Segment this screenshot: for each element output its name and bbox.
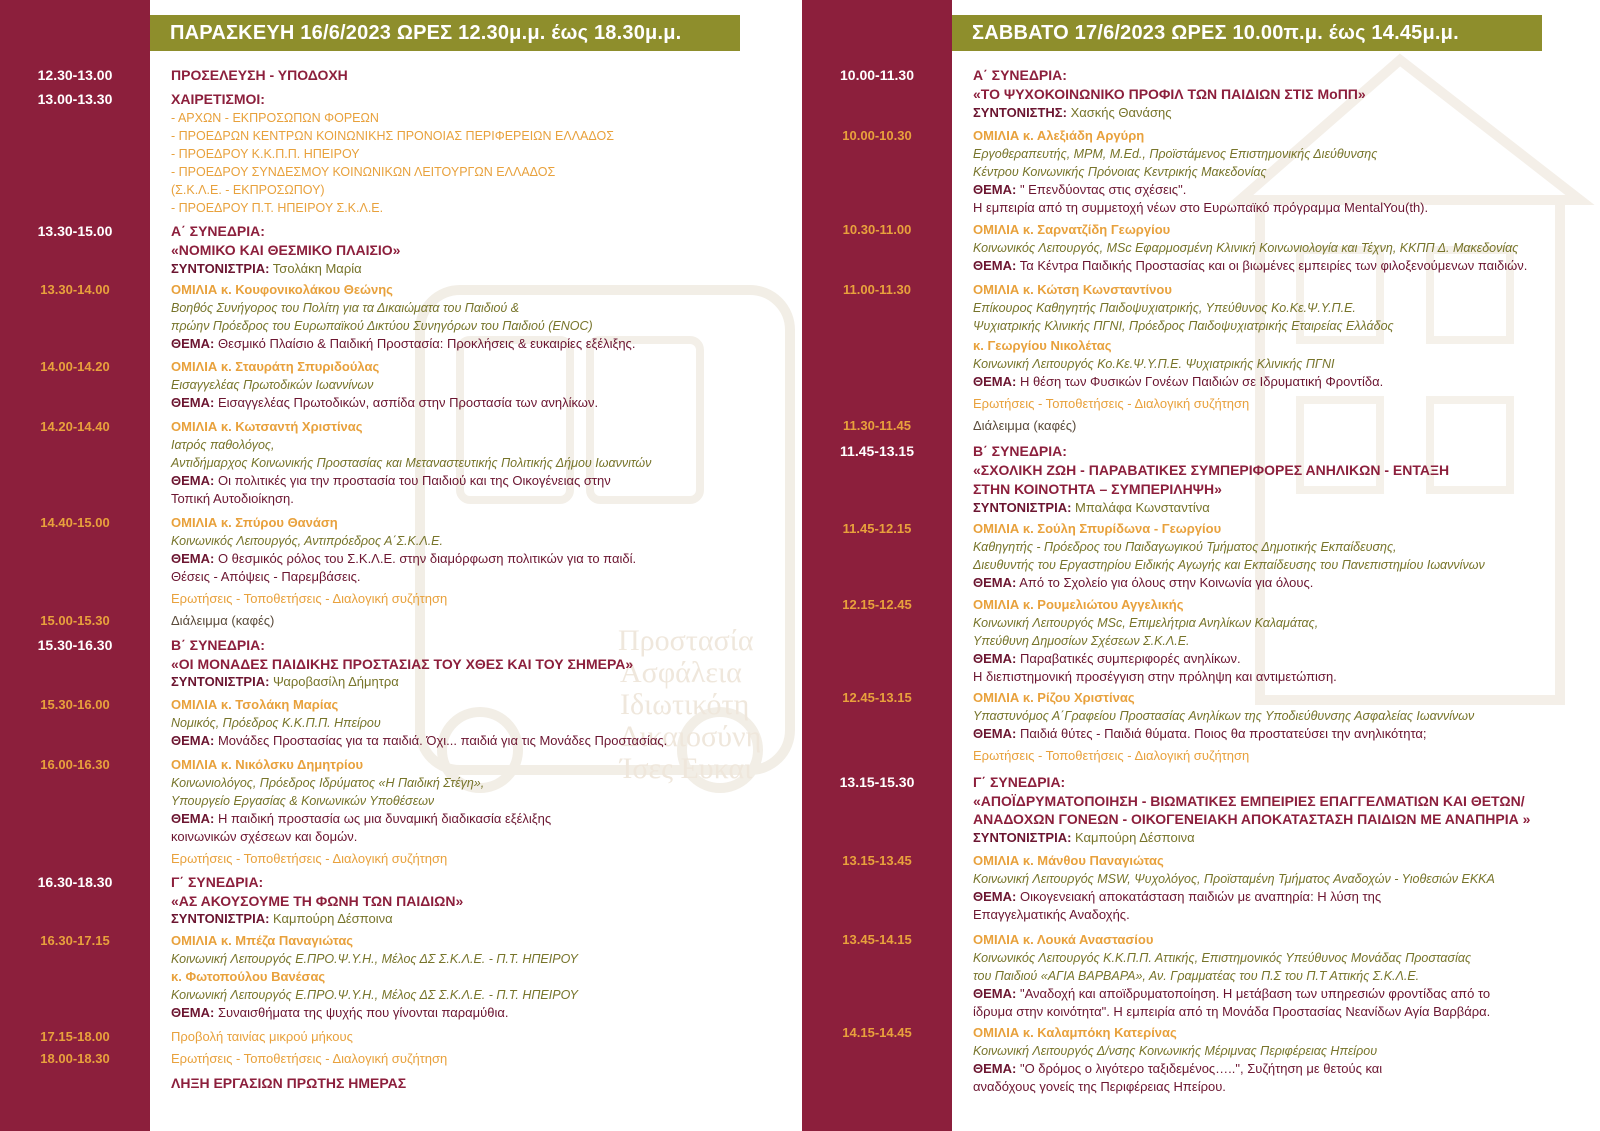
session-heading: Α΄ ΣΥΝΕΔΡΙΑ: bbox=[973, 67, 1067, 83]
speaker-name: ΟΜΙΛΙΑ κ. Ρουμελιώτου Αγγελικής bbox=[973, 597, 1184, 612]
talk-time-16-30-17-15: 16.30-17.15 bbox=[40, 933, 110, 948]
schedule-item: ΛΗΞΗ ΕΡΓΑΣΙΩΝ ΠΡΩΤΗΣ ΗΜΕΡΑΣ bbox=[171, 1075, 407, 1091]
greeting-item: - ΠΡΟΕΔΡΟΥ Π.Τ. ΗΠΕΙΡΟΥ Σ.Κ.Λ.Ε. bbox=[171, 201, 384, 215]
day-banner: ΣΑΒΒΑΤΟ 17/6/2023 ΩΡΕΣ 10.00π.μ. έως 14.45μ.μ. bbox=[952, 15, 1542, 51]
schedule-content bbox=[171, 0, 791, 1131]
speaker-affiliation: Αντιδήμαρχος Κοινωνικής Προστασίας και Μεταναστευτικής Πολιτικής Δήμου Ιωαννιτών bbox=[171, 456, 652, 470]
line-label: ΘΕΜΑ: bbox=[973, 889, 1017, 904]
talk-topic: Επαγγελματικής Αναδοχής. bbox=[973, 907, 1130, 922]
watermark-line-2: Ασφάλεια bbox=[620, 656, 742, 689]
line-text: Χασκής Θανάσης bbox=[1066, 105, 1172, 120]
talk-time-14-00-14-20: 14.00-14.20 bbox=[40, 359, 110, 374]
talk-time-18-00-18-30: 18.00-18.30 bbox=[40, 1051, 110, 1066]
greeting-item: (Σ.Κ.Λ.Ε. - ΕΚΠΡΟΣΩΠΟΥ) bbox=[171, 183, 325, 197]
line-text: Εισαγγελέας Πρωτοδικών, ασπίδα στην Προστασία των ανηλίκων. bbox=[214, 395, 599, 410]
speaker-affiliation: Κοινωνική Λειτουργός MSW, Ψυχολόγος, Προϊσταμένη Τμήματος Αναδοχών - Υιοθεσιών ΕΚΚΑ bbox=[973, 872, 1495, 886]
discussion-item: Ερωτήσεις - Τοποθετήσεις - Διαλογική συζήτηση bbox=[171, 851, 448, 866]
speaker-affiliation: Διευθυντής του Εργαστηρίου Ειδικής Αγωγής και Εκπαίδευσης του Πανεπιστημίου Ιωαννίνων bbox=[973, 558, 1485, 572]
session-heading: Γ΄ ΣΥΝΕΔΡΙΑ: bbox=[973, 774, 1066, 790]
speaker-affiliation: Κοινωνικός Λειτουργός Κ.Κ.Π.Π. Αττικής, Επιστημονικός Υπεύθυνος Μονάδας Προστασίας bbox=[973, 951, 1472, 965]
talk-topic bbox=[973, 985, 1490, 1003]
session-heading: «ΝΟΜΙΚΟ ΚΑΙ ΘΕΣΜΙΚΟ ΠΛΑΙΣΙΟ» bbox=[171, 242, 401, 258]
line-label: ΘΕΜΑ: bbox=[973, 651, 1017, 666]
watermark-line-3: Ιδιωτικότη bbox=[620, 688, 750, 721]
line-text: Μπαλάφα Κωνσταντίνα bbox=[1071, 500, 1210, 515]
line-label: ΘΕΜΑ: bbox=[973, 726, 1017, 741]
time-column bbox=[802, 0, 952, 1131]
line-label: ΘΕΜΑ: bbox=[171, 733, 215, 748]
line-label: ΘΕΜΑ: bbox=[171, 395, 215, 410]
talk-time-14-20-14-40: 14.20-14.40 bbox=[40, 419, 110, 434]
talk-time-13-45-14-15: 13.45-14.15 bbox=[842, 932, 912, 947]
watermark-line-1: Προστασία bbox=[618, 624, 754, 657]
talk-topic: Θέσεις - Απόψεις - Παρεμβάσεις. bbox=[171, 569, 361, 584]
session-heading: «ΣΧΟΛΙΚΗ ΖΩΗ - ΠΑΡΑΒΑΤΙΚΕΣ ΣΥΜΠΕΡΙΦΟΡΕΣ ΑΝΗΛΙΚΩΝ - ΕΝΤΑΞΗ bbox=[973, 462, 1450, 478]
speaker-name: ΟΜΙΛΙΑ κ. Σαρνατζίδη Γεωργίου bbox=[973, 222, 1171, 237]
speaker-affiliation: Υπαστυνόμος Α΄Γραφείου Προστασίας Ανηλίκων της Υποδιεύθυνσης Ασφαλείας Ιωαννίνων bbox=[973, 709, 1475, 723]
session-heading: Β΄ ΣΥΝΕΔΡΙΑ: bbox=[171, 637, 265, 653]
line-label: ΣΥΝΤΟΝΙΣΤΡΙΑ: bbox=[973, 500, 1072, 515]
talk-time-15-30-16-00: 15.30-16.00 bbox=[40, 697, 110, 712]
coordinator bbox=[973, 104, 1172, 122]
line-text: Παραβατικές συμπεριφορές ανηλίκων. bbox=[1016, 651, 1241, 666]
talk-time-12-45-13-15: 12.45-13.15 bbox=[842, 690, 912, 705]
talk-topic bbox=[973, 373, 1383, 391]
talk-time-10-30-11-00: 10.30-11.00 bbox=[842, 222, 912, 237]
line-label: ΣΥΝΤΟΝΙΣΤΡΙΑ: bbox=[171, 674, 270, 689]
speaker-name: ΟΜΙΛΙΑ κ. Κώτση Κωνσταντίνου bbox=[973, 282, 1172, 297]
line-label: ΣΥΝΤΟΝΙΣΤΡΙΑ: bbox=[973, 830, 1072, 845]
talk-time-14-15-14-45: 14.15-14.45 bbox=[842, 1025, 912, 1040]
speaker-name: ΟΜΙΛΙΑ κ. Ρίζου Χριστίνας bbox=[973, 690, 1135, 705]
talk-topic: Η εμπειρία από τη συμμετοχή νέων στο Ευρωπαϊκό πρόγραμμα MentalYou(th). bbox=[973, 200, 1429, 215]
greeting-item: - ΠΡΟΕΔΡΩΝ ΚΕΝΤΡΩΝ ΚΟΙΝΩΝΙΚΗΣ ΠΡΟΝΟΙΑΣ ΠΕΡΙΦΕΡΕΙΩΝ ΕΛΛΑΔΟΣ bbox=[171, 129, 614, 143]
speaker-affiliation: Υπουργείο Εργασίας & Κοινωνικών Υποθέσεων bbox=[171, 794, 435, 808]
line-text: "Ο δρόμος ο λιγότερο ταξιδεμένος…..", Συζήτηση με θετούς και bbox=[1016, 1061, 1383, 1076]
break-item: Διάλειμμα (καφές) bbox=[171, 613, 275, 628]
speaker-affiliation: Εισαγγελέας Πρωτοδικών Ιωαννίνων bbox=[171, 378, 374, 392]
session-heading: ΣΤΗΝ ΚΟΙΝΟΤΗΤΑ – ΣΥΜΠΕΡΙΛΗΨΗ» bbox=[973, 481, 1222, 497]
talk-topic bbox=[171, 732, 667, 750]
line-text: Η παιδική προστασία ως μια δυναμική διαδικασία εξέλιξης bbox=[214, 811, 552, 826]
line-text: Τα Κέντρα Παιδικής Προστασίας και οι βιωμένες εμπειρίες των φιλοξενούμενων παιδιών. bbox=[1016, 258, 1528, 273]
session-heading: Α΄ ΣΥΝΕΔΡΙΑ: bbox=[171, 223, 265, 239]
talk-time-15-00-15-30: 15.00-15.30 bbox=[40, 613, 110, 628]
speaker-affiliation: πρώην Πρόεδρος του Ευρωπαϊκού Δικτύου Συνηγόρων του Παιδιού (ENOC) bbox=[171, 319, 593, 333]
line-label: ΘΕΜΑ: bbox=[973, 1061, 1017, 1076]
talk-topic bbox=[171, 335, 635, 353]
speaker-name: ΟΜΙΛΙΑ κ. Καλαμπόκη Κατερίνας bbox=[973, 1025, 1177, 1040]
line-label: ΘΕΜΑ: bbox=[171, 1005, 215, 1020]
day-banner: ΠΑΡΑΣΚΕΥΗ 16/6/2023 ΩΡΕΣ 12.30μ.μ. έως 18.30μ.μ. bbox=[150, 15, 740, 51]
coordinator bbox=[171, 910, 393, 928]
speaker-affiliation: Κέντρου Κοινωνικής Πρόνοιας Κεντρικής Μακεδονίας bbox=[973, 165, 1267, 179]
talk-topic bbox=[973, 257, 1527, 275]
line-text: Καμπούρη Δέσποινα bbox=[1071, 830, 1195, 845]
schedule-content bbox=[973, 0, 1598, 1131]
line-text: Τσολάκη Μαρία bbox=[269, 261, 362, 276]
talk-time-17-15-18-00: 17.15-18.00 bbox=[40, 1029, 110, 1044]
session-time-13-15-15-30: 13.15-15.30 bbox=[839, 774, 915, 790]
talk-topic bbox=[973, 650, 1241, 668]
line-text: "Αναδοχή και αποϊδρυματοποίηση. Η μετάβαση των υπηρεσιών φροντίδας από το bbox=[1016, 986, 1491, 1001]
session-heading: «ΑΣ ΑΚΟΥΣΟΥΜΕ ΤΗ ΦΩΝΗ ΤΩΝ ΠΑΙΔΙΩΝ» bbox=[171, 893, 464, 909]
coordinator bbox=[973, 499, 1210, 517]
greeting-item: - ΠΡΟΕΔΡΟΥ Κ.Κ.Π.Π. ΗΠΕΙΡΟΥ bbox=[171, 147, 360, 161]
speaker-affiliation: Βοηθός Συνήγορος του Πολίτη για τα Δικαιώματα του Παιδιού & bbox=[171, 301, 520, 315]
coordinator bbox=[973, 829, 1195, 847]
line-text: Ψαροβασίλη Δήμητρα bbox=[269, 674, 399, 689]
talk-topic bbox=[973, 574, 1313, 592]
session-time-11-45-13-15: 11.45-13.15 bbox=[840, 443, 914, 459]
talk-time-14-40-15-00: 14.40-15.00 bbox=[40, 515, 110, 530]
session-time-13-00-13-30: 13.00-13.30 bbox=[37, 91, 113, 107]
speaker-name: ΟΜΙΛΙΑ κ. Νικόλσκυ Δημητρίου bbox=[171, 757, 364, 772]
line-label: ΘΕΜΑ: bbox=[973, 575, 1017, 590]
speaker-affiliation: Κοινωνική Λειτουργός Κο.Κε.Ψ.Υ.Π.Ε. Ψυχιατρικής Κλινικής ΠΓΝΙ bbox=[973, 357, 1335, 371]
talk-topic bbox=[171, 810, 551, 828]
greeting-item: - ΠΡΟΕΔΡΟΥ ΣΥΝΔΕΣΜΟΥ ΚΟΙΝΩΝΙΚΩΝ ΛΕΙΤΟΥΡΓΩΝ ΕΛΛΑΔΟΣ bbox=[171, 165, 556, 179]
session-time-16-30-18-30: 16.30-18.30 bbox=[37, 874, 113, 890]
speaker-name: κ. Γεωργίου Νικολέτας bbox=[973, 338, 1112, 353]
discussion-item: Ερωτήσεις - Τοποθετήσεις - Διαλογική συζήτηση bbox=[973, 748, 1250, 763]
talk-topic: Τοπική Αυτοδιοίκηση. bbox=[171, 491, 294, 506]
speaker-name: ΟΜΙΛΙΑ κ. Σούλη Σπυρίδωνα - Γεωργίου bbox=[973, 521, 1222, 536]
talk-time-11-30-11-45: 11.30-11.45 bbox=[843, 418, 911, 433]
line-label: ΣΥΝΤΟΝΙΣΤΗΣ: bbox=[973, 105, 1067, 120]
speaker-affiliation: Επίκουρος Καθηγητής Παιδοψυχιατρικής, Υπεύθυνος Κο.Κε.Ψ.Υ.Π.Ε. bbox=[973, 301, 1356, 315]
talk-topic: αναδόχους γονείς της Περιφέρειας Ηπείρου. bbox=[973, 1079, 1226, 1094]
watermark-line-4: Δικαιοσύνη bbox=[620, 720, 762, 753]
session-heading: Β΄ ΣΥΝΕΔΡΙΑ: bbox=[973, 443, 1067, 459]
session-time-15-30-16-30: 15.30-16.30 bbox=[37, 637, 113, 653]
speaker-affiliation: Νομικός, Πρόεδρος Κ.Κ.Π.Π. Ηπείρου bbox=[171, 716, 381, 730]
speaker-affiliation: Κοινωνική Λειτουργός Δ/νσης Κοινωνικής Μέριμνας Περιφέρειας Ηπείρου bbox=[973, 1044, 1378, 1058]
talk-topic bbox=[973, 725, 1427, 743]
speaker-name: ΟΜΙΛΙΑ κ. Αλεξιάδη Αργύρη bbox=[973, 128, 1145, 143]
line-label: ΘΕΜΑ: bbox=[973, 182, 1017, 197]
talk-topic bbox=[973, 1060, 1382, 1078]
line-label: ΘΕΜΑ: bbox=[973, 374, 1017, 389]
session-heading: Γ΄ ΣΥΝΕΔΡΙΑ: bbox=[171, 874, 264, 890]
break-item: Διάλειμμα (καφές) bbox=[973, 418, 1077, 433]
talk-time-11-45-12-15: 11.45-12.15 bbox=[842, 521, 912, 536]
line-label: ΘΕΜΑ: bbox=[171, 551, 215, 566]
discussion-item: Ερωτήσεις - Τοποθετήσεις - Διαλογική συζήτηση bbox=[171, 1051, 448, 1066]
speaker-affiliation: του Παιδιού «ΑΓΙΑ ΒΑΡΒΑΡΑ», Αν. Γραμματέας του Π.Σ του Π.Τ Αττικής Σ.Κ.Λ.Ε. bbox=[973, 969, 1420, 983]
talk-topic bbox=[171, 472, 611, 490]
session-heading: «ΤΟ ΨΥΧΟΚΟΙΝΩΝΙΚΟ ΠΡΟΦΙΛ ΤΩΝ ΠΑΙΔΙΩΝ ΣΤΙΣ ΜοΠΠ» bbox=[973, 86, 1366, 102]
line-label: ΘΕΜΑ: bbox=[973, 986, 1017, 1001]
talk-time-10-00-10-30: 10.00-10.30 bbox=[842, 128, 912, 143]
greeting-item: - ΑΡΧΩΝ - ΕΚΠΡΟΣΩΠΩΝ ΦΟΡΕΩΝ bbox=[171, 111, 379, 125]
speaker-name: ΟΜΙΛΙΑ κ. Κωτσαντή Χριστίνας bbox=[171, 419, 363, 434]
line-text: Μονάδες Προστασίας για τα παιδιά. Όχι... παιδιά για τις Μονάδες Προστασίας. bbox=[214, 733, 668, 748]
speaker-name: ΟΜΙΛΙΑ κ. Τσολάκη Μαρίας bbox=[171, 697, 339, 712]
talk-topic bbox=[171, 1004, 509, 1022]
speaker-name: ΟΜΙΛΙΑ κ. Μπέζα Παναγιώτας bbox=[171, 933, 354, 948]
speaker-affiliation: Ψυχιατρικής Κλινικής ΠΓΝΙ, Πρόεδρος Παιδοψυχιατρικής Εταιρείας Ελλάδος bbox=[973, 319, 1394, 333]
page-right bbox=[800, 0, 1600, 1131]
speaker-affiliation: Καθηγητής - Πρόεδρος του Παιδαγωγικού Τμήματος Δημοτικής Εκπαίδευσης, bbox=[973, 540, 1397, 554]
speaker-name: ΟΜΙΛΙΑ κ. Μάνθου Παναγιώτας bbox=[973, 853, 1164, 868]
speaker-name: κ. Φωτοπούλου Βανέσας bbox=[171, 969, 326, 984]
line-text: Θεσμικό Πλαίσιο & Παιδική Προστασία: Προκλήσεις & ευκαιρίες εξέλιξης. bbox=[214, 336, 636, 351]
speaker-name: ΟΜΙΛΙΑ κ. Σταυράτη Σπυριδούλας bbox=[171, 359, 380, 374]
line-label: ΣΥΝΤΟΝΙΣΤΡΙΑ: bbox=[171, 261, 270, 276]
line-text: Από το Σχολείο για όλους στην Κοινωνία για όλους. bbox=[1016, 575, 1314, 590]
speaker-name: ΟΜΙΛΙΑ κ. Λουκά Αναστασίου bbox=[973, 932, 1154, 947]
schedule-item: ΧΑΙΡΕΤΙΣΜΟΙ: bbox=[171, 91, 265, 107]
line-text: Οικογενειακή αποκατάσταση παιδιών με αναπηρία: Η λύση της bbox=[1016, 889, 1382, 904]
talk-time-13-15-13-45: 13.15-13.45 bbox=[842, 853, 912, 868]
session-time-10-00-11-30: 10.00-11.30 bbox=[840, 67, 914, 83]
discussion-item: Ερωτήσεις - Τοποθετήσεις - Διαλογική συζήτηση bbox=[973, 396, 1250, 411]
line-text: Ο θεσμικός ρόλος του Σ.Κ.Λ.Ε. στην διαμόρφωση πολιτικών για το παιδί. bbox=[214, 551, 637, 566]
talk-topic bbox=[171, 550, 636, 568]
session-time-12-30-13-00: 12.30-13.00 bbox=[37, 67, 113, 83]
line-text: " Επενδύοντας στις σχέσεις". bbox=[1016, 182, 1187, 197]
session-time-13-30-15-00: 13.30-15.00 bbox=[37, 223, 113, 239]
line-label: ΣΥΝΤΟΝΙΣΤΡΙΑ: bbox=[171, 911, 270, 926]
line-label: ΘΕΜΑ: bbox=[171, 473, 215, 488]
coordinator bbox=[171, 673, 399, 691]
talk-time-13-30-14-00: 13.30-14.00 bbox=[40, 282, 110, 297]
session-heading: «ΑΠΟΪΔΡΥΜΑΤΟΠΟΙΗΣΗ - ΒΙΩΜΑΤΙΚΕΣ ΕΜΠΕΙΡΙΕΣ ΕΠΑΓΓΕΛΜΑΤΙΩΝ ΚΑΙ ΘΕΤΩΝ/ bbox=[973, 793, 1525, 809]
speaker-affiliation: Υπεύθυνη Δημοσίων Σχέσεων Σ.Κ.Λ.Ε. bbox=[973, 634, 1190, 648]
speaker-affiliation: Κοινωνικός Λειτουργός, Αντιπρόεδρος Α΄Σ.Κ.Λ.Ε. bbox=[171, 534, 443, 548]
speaker-affiliation: Εργοθεραπευτής, MPM, M.Ed., Προϊστάμενος Επιστημονικής Διεύθυνσης bbox=[973, 147, 1378, 161]
watermark-line-5: Ίσες Ευκαι bbox=[620, 752, 753, 785]
session-heading: ΑΝΑΔΟΧΩΝ ΓΟΝΕΩΝ - ΟΙΚΟΓΕΝΕΙΑΚΗ ΑΠΟΚΑΤΑΣΤΑΣΗ ΠΑΙΔΙΩΝ ΜΕ ΑΝΑΠΗΡΙΑ » bbox=[973, 811, 1531, 827]
line-text: Οι πολιτικές για την προστασία του Παιδιού και της Οικογένειας στην bbox=[214, 473, 611, 488]
line-text: Παιδιά θύτες - Παιδιά θύματα. Ποιος θα προστατεύσει την ανηλικότητα; bbox=[1016, 726, 1427, 741]
line-text: Συναισθήματα της ψυχής που γίνονται παραμύθια. bbox=[214, 1005, 509, 1020]
talk-topic bbox=[171, 394, 598, 412]
coordinator bbox=[171, 260, 362, 278]
speaker-affiliation: Κοινωνικός Λειτουργός, MSc Εφαρμοσμένη Κλινική Κοινωνιολογία και Τέχνη, ΚΚΠΠ Δ. Μακεδονίας bbox=[973, 241, 1519, 255]
speaker-affiliation: Ιατρός παθολόγος, bbox=[171, 438, 275, 452]
time-column bbox=[0, 0, 150, 1131]
speaker-name: ΟΜΙΛΙΑ κ. Σπύρου Θανάση bbox=[171, 515, 338, 530]
line-text: Η θέση των Φυσικών Γονέων Παιδιών σε Ιδρυματική Φροντίδα. bbox=[1016, 374, 1384, 389]
talk-topic: Η διεπιστημονική προσέγγιση στην πρόληψη και αντιμετώπιση. bbox=[973, 669, 1337, 684]
line-label: ΘΕΜΑ: bbox=[171, 811, 215, 826]
speaker-name: ΟΜΙΛΙΑ κ. Κουφονικολάκου Θεώνης bbox=[171, 282, 393, 297]
line-label: ΘΕΜΑ: bbox=[973, 258, 1017, 273]
talk-topic bbox=[973, 888, 1381, 906]
speaker-affiliation: Κοινωνική Λειτουργός Ε.ΠΡΟ.Ψ.Υ.Η., Μέλος ΔΣ Σ.Κ.Λ.Ε. - Π.Τ. ΗΠΕΙΡΟΥ bbox=[171, 952, 578, 966]
talk-time-16-00-16-30: 16.00-16.30 bbox=[40, 757, 110, 772]
talk-topic: ίδρυμα στην κοινότητα". Η εμπειρία από τη Μονάδα Προστασίας Νεανίδων Αγία Βαρβάρα. bbox=[973, 1004, 1491, 1019]
line-text: Καμπούρη Δέσποινα bbox=[269, 911, 393, 926]
talk-time-12-15-12-45: 12.15-12.45 bbox=[842, 597, 912, 612]
line-label: ΘΕΜΑ: bbox=[171, 336, 215, 351]
discussion-item: Προβολή ταινίας μικρού μήκους bbox=[171, 1029, 353, 1044]
schedule-item: ΠΡΟΣΕΛΕΥΣΗ - ΥΠΟΔΟΧΗ bbox=[171, 67, 348, 83]
session-heading: «ΟΙ ΜΟΝΑΔΕΣ ΠΑΙΔΙΚΗΣ ΠΡΟΣΤΑΣΙΑΣ ΤΟΥ ΧΘΕΣ ΚΑΙ ΤΟΥ ΣΗΜΕΡΑ» bbox=[171, 656, 634, 672]
talk-topic bbox=[973, 181, 1186, 199]
speaker-affiliation: Κοινωνική Λειτουργός Ε.ΠΡΟ.Ψ.Υ.Η., Μέλος ΔΣ Σ.Κ.Λ.Ε. - Π.Τ. ΗΠΕΙΡΟΥ bbox=[171, 988, 578, 1002]
talk-time-11-00-11-30: 11.00-11.30 bbox=[843, 282, 911, 297]
discussion-item: Ερωτήσεις - Τοποθετήσεις - Διαλογική συζήτηση bbox=[171, 591, 448, 606]
talk-topic: κοινωνικών σχέσεων και δομών. bbox=[171, 829, 358, 844]
speaker-affiliation: Κοινωνική Λειτουργός MSc, Επιμελήτρια Ανηλίκων Καλαμάτας, bbox=[973, 616, 1319, 630]
speaker-affiliation: Κοινωνιολόγος, Πρόεδρος Ιδρύματος «Η Παιδική Στέγη», bbox=[171, 776, 485, 790]
